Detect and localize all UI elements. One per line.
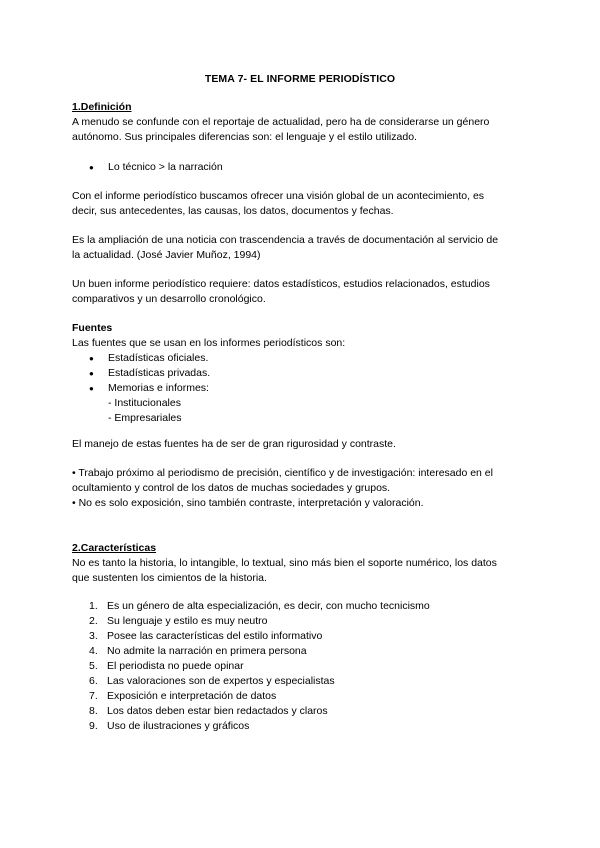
list-item bbox=[72, 644, 528, 659]
definition-paragraph-2 bbox=[72, 189, 528, 219]
list-item bbox=[72, 629, 528, 644]
list-item bbox=[72, 599, 528, 614]
sub-list-item: - Empresariales bbox=[108, 412, 182, 424]
list-number: 4. bbox=[89, 645, 98, 657]
fuentes-notes bbox=[72, 466, 528, 511]
list-number: 3. bbox=[89, 630, 98, 642]
list-item-text: Posee las características del estilo informativo bbox=[107, 630, 323, 642]
list-item-text: El periodista no puede opinar bbox=[107, 660, 244, 672]
paragraph-line: Es la ampliación de una noticia con trascendencia a través de documentación al servicio de bbox=[72, 234, 499, 246]
list-item bbox=[72, 674, 528, 689]
list-item-text: Las valoraciones son de expertos y especialistas bbox=[107, 675, 335, 687]
list-item bbox=[72, 689, 528, 704]
paragraph-line: la actualidad. (José Javier Muñoz, 1994) bbox=[72, 249, 261, 261]
caracteristicas-intro-line-1: No es tanto la historia, lo intangible, lo textual, sino más bien el soporte numérico, los datos bbox=[72, 557, 497, 569]
note-line: • No es solo exposición, sino también contraste, interpretación y valoración. bbox=[72, 497, 424, 509]
list-item: ● Estadísticas oficiales. bbox=[72, 351, 528, 366]
list-item bbox=[72, 719, 528, 734]
section-heading-caracteristicas: 2.Características bbox=[72, 542, 157, 554]
list-item-text: No admite la narración en primera persona bbox=[107, 645, 307, 657]
section-fuentes bbox=[72, 321, 528, 426]
list-item-text: Su lenguaje y estilo es muy neutro bbox=[107, 615, 268, 627]
list-item-text: Exposición e interpretación de datos bbox=[107, 690, 277, 702]
list-item bbox=[72, 614, 528, 629]
list-number: 8. bbox=[89, 705, 98, 717]
fuentes-intro: Las fuentes que se usan en los informes periodísticos son: bbox=[72, 337, 346, 349]
paragraph-line: comparativos y un desarrollo cronológico. bbox=[72, 293, 266, 305]
section-heading-definicion: 1.Definición bbox=[72, 101, 132, 113]
section-definicion bbox=[72, 100, 528, 145]
definition-intro-line-1: A menudo se confunde con el reportaje de actualidad, pero ha de considerarse un género bbox=[72, 116, 490, 128]
list-item: ● Lo técnico > la narración bbox=[72, 160, 528, 175]
definition-paragraph-4 bbox=[72, 277, 528, 307]
list-item-text: Los datos deben estar bien redactados y claros bbox=[107, 705, 328, 717]
paragraph-line: decir, sus antecedentes, las causas, los datos, documentos y fechas. bbox=[72, 205, 394, 217]
section-caracteristicas bbox=[72, 541, 528, 586]
list-item bbox=[72, 704, 528, 719]
list-number: 6. bbox=[89, 675, 98, 687]
sub-list-item: - Institucionales bbox=[108, 397, 181, 409]
list-item-text: Es un género de alta especialización, es decir, con mucho tecnicismo bbox=[107, 600, 430, 612]
paragraph-line: Un buen informe periodístico requiere: datos estadísticos, estudios relacionados, estudios bbox=[72, 278, 490, 290]
list-number: 9. bbox=[89, 720, 98, 732]
caracteristicas-intro-line-2: que sustenten los cimientos de la historia. bbox=[72, 572, 267, 584]
list-item-text: Uso de ilustraciones y gráficos bbox=[107, 720, 250, 732]
paragraph-line: Con el informe periodístico buscamos ofrecer una visión global de un acontecimiento, es bbox=[72, 190, 485, 202]
definition-paragraph-3 bbox=[72, 233, 528, 263]
list-item: ● Memorias e informes: bbox=[72, 381, 528, 396]
definition-bullet-list bbox=[72, 160, 528, 175]
note-line: ocultamiento y control de los datos de muchas sociedades y grupos. bbox=[72, 482, 391, 494]
document-title: TEMA 7- EL INFORME PERIODÍSTICO bbox=[204, 73, 396, 85]
fuentes-list bbox=[72, 351, 528, 396]
list-item bbox=[72, 659, 528, 674]
list-number: 5. bbox=[89, 660, 98, 672]
paragraph-line: El manejo de estas fuentes ha de ser de gran rigurosidad y contraste. bbox=[72, 438, 396, 450]
note-line: • Trabajo próximo al periodismo de precisión, científico y de investigación: interesado en el bbox=[72, 467, 493, 479]
definition-intro-line-2: autónomo. Sus principales diferencias son: el lenguaje y el estilo utilizado. bbox=[72, 131, 417, 143]
fuentes-paragraph bbox=[72, 437, 528, 452]
caracteristicas-numbered-list bbox=[72, 599, 528, 734]
list-number: 2. bbox=[89, 615, 98, 627]
list-item: ● Estadísticas privadas. bbox=[72, 366, 528, 381]
section-heading-fuentes: Fuentes bbox=[72, 322, 113, 334]
list-number: 7. bbox=[89, 690, 98, 702]
list-number: 1. bbox=[89, 600, 98, 612]
